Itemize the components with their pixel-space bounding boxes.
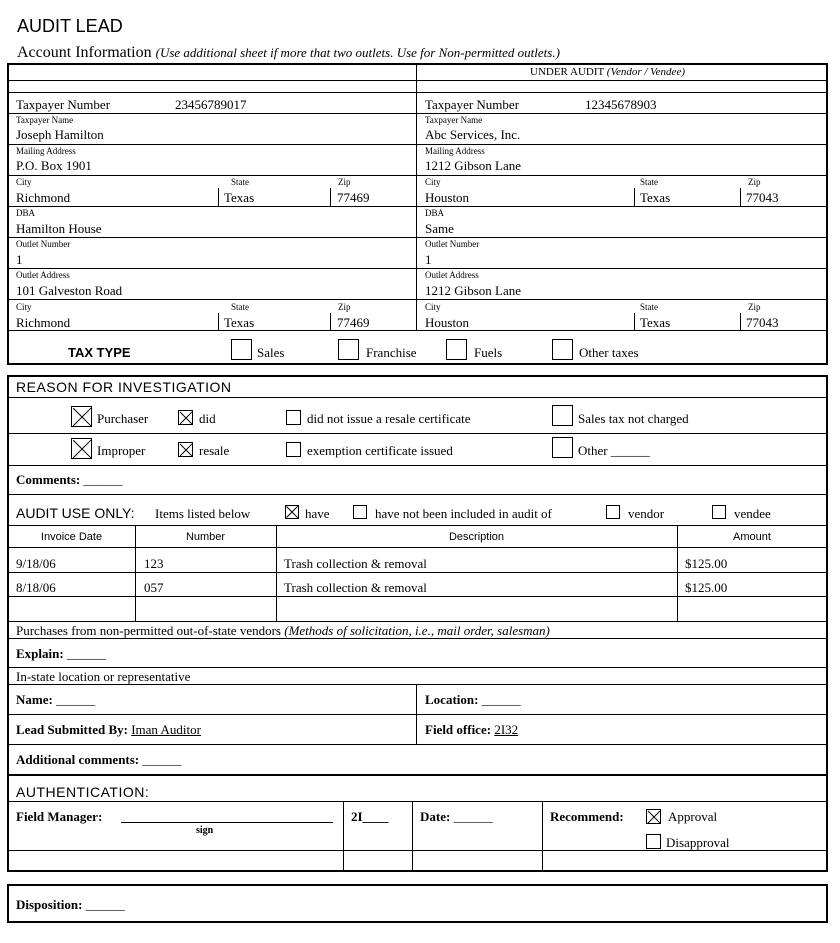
purchaser-label: Purchaser: [97, 411, 149, 426]
vendee-checkbox[interactable]: [712, 505, 726, 519]
sign-label: sign: [196, 825, 214, 836]
label-zip-2: Zip: [338, 302, 351, 312]
right-dba[interactable]: Same: [425, 221, 454, 236]
other-reason-label: Other ______: [578, 443, 650, 458]
name-row: Name: ______: [16, 692, 96, 707]
explain-row: Explain: ______: [16, 646, 106, 661]
left-taxpayer-name[interactable]: Joseph Hamilton: [16, 127, 104, 142]
label-city-r2: City: [425, 302, 441, 312]
additional-comments-row: Additional comments: ______: [16, 752, 182, 767]
code-field[interactable]: 2I____: [351, 809, 389, 824]
label-state-r2: State: [640, 302, 658, 312]
resale-checkbox[interactable]: [178, 442, 193, 457]
did-not-issue-label: did not issue a resale certificate: [307, 411, 471, 426]
label-dba: DBA: [16, 208, 36, 218]
did-not-issue-checkbox[interactable]: [286, 410, 301, 425]
reason-heading: REASON FOR INVESTIGATION: [16, 379, 232, 395]
right-state[interactable]: Texas: [640, 190, 671, 205]
disposition-section: [7, 884, 828, 923]
invoice-date-header: Invoice Date: [40, 531, 103, 543]
account-info-heading: Account Information (Use additional sheet if more that two outlets. Use for Non-permitted outlets.): [17, 44, 560, 61]
label-state: State: [231, 177, 249, 187]
approval-checkbox[interactable]: [646, 809, 661, 824]
label-mailing-address-r: Mailing Address: [425, 146, 485, 156]
tax-type-sales-label: Sales: [257, 345, 285, 360]
vendee-label: vendee: [734, 506, 771, 521]
location-row: Location: ______: [425, 692, 521, 707]
right-state-2[interactable]: Texas: [640, 315, 671, 330]
table-cell-amount: $125.00: [685, 556, 728, 571]
label-outlet-address: Outlet Address: [16, 270, 70, 280]
purchases-note: Purchases from non-permitted out-of-state vendors (Methods of solicitation, i.e., mail order, salesman): [16, 623, 550, 638]
description-header: Description: [448, 531, 505, 543]
label-taxpayer-number: Taxpayer Number: [16, 97, 111, 112]
have-checkbox[interactable]: [285, 505, 299, 519]
disapproval-checkbox[interactable]: [646, 834, 661, 849]
table-cell-date: 8/18/06: [16, 580, 56, 595]
label-taxpayer-name-r: Taxpayer Name: [425, 115, 483, 125]
field-office-row: Field office: 2I32: [425, 722, 519, 737]
label-state-r: State: [640, 177, 658, 187]
did-checkbox[interactable]: [178, 410, 193, 425]
right-zip-2[interactable]: 77043: [746, 315, 779, 330]
tax-type-franchise-checkbox[interactable]: [338, 339, 359, 360]
label-mailing-address: Mailing Address: [16, 146, 76, 156]
tax-type-fuels-checkbox[interactable]: [446, 339, 467, 360]
tax-type-sales-checkbox[interactable]: [231, 339, 252, 360]
right-city-2[interactable]: Houston: [425, 315, 470, 330]
tax-type-other-label: Other taxes: [579, 345, 639, 360]
left-city-2[interactable]: Richmond: [16, 315, 71, 330]
right-mailing-address[interactable]: 1212 Gibson Lane: [425, 158, 522, 173]
table-cell-description: Trash collection & removal: [284, 580, 427, 595]
page-title: AUDIT LEAD: [17, 16, 123, 36]
vendor-checkbox[interactable]: [606, 505, 620, 519]
resale-label: resale: [199, 443, 230, 458]
tax-type-label: TAX TYPE: [68, 345, 131, 360]
disapproval-label: Disapproval: [666, 835, 730, 850]
label-outlet-number-r: Outlet Number: [425, 239, 480, 249]
right-zip[interactable]: 77043: [746, 190, 779, 205]
label-zip-r2: Zip: [748, 302, 761, 312]
left-zip-2[interactable]: 77469: [337, 315, 370, 330]
table-cell-description: Trash collection & removal: [284, 556, 427, 571]
did-label: did: [199, 411, 216, 426]
signature-line[interactable]: [121, 822, 333, 823]
number-header: Number: [185, 531, 226, 543]
tax-type-other-checkbox[interactable]: [552, 339, 573, 360]
improper-label: Improper: [97, 443, 146, 458]
label-city-2: City: [16, 302, 32, 312]
recommend-label: Recommend:: [550, 809, 624, 824]
label-city-r: City: [425, 177, 441, 187]
right-taxpayer-number[interactable]: 12345678903: [585, 97, 657, 112]
audit-use-label: AUDIT USE ONLY:: [16, 505, 135, 521]
have-not-checkbox[interactable]: [353, 505, 367, 519]
sales-tax-not-charged-label: Sales tax not charged: [578, 411, 689, 426]
exemption-label: exemption certificate issued: [307, 443, 453, 458]
label-zip-r: Zip: [748, 177, 761, 187]
left-outlet-number[interactable]: 1: [16, 252, 23, 267]
table-cell-number: 057: [144, 580, 164, 595]
have-not-label: have not been included in audit of: [375, 506, 552, 521]
date-row: Date: ______: [420, 809, 493, 824]
left-zip[interactable]: 77469: [337, 190, 370, 205]
label-outlet-number: Outlet Number: [16, 239, 71, 249]
lead-submitted-row: Lead Submitted By: Iman Auditor: [16, 722, 201, 737]
label-city: City: [16, 177, 32, 187]
exemption-checkbox[interactable]: [286, 442, 301, 457]
label-state-2: State: [231, 302, 249, 312]
audit-items-label: Items listed below: [155, 506, 251, 521]
left-state[interactable]: Texas: [224, 190, 255, 205]
improper-checkbox[interactable]: [71, 438, 92, 459]
have-label: have: [305, 506, 330, 521]
amount-header: Amount: [733, 531, 771, 543]
label-dba-r: DBA: [425, 208, 445, 218]
left-taxpayer-number[interactable]: 23456789017: [175, 97, 247, 112]
left-dba[interactable]: Hamilton House: [16, 221, 102, 236]
under-audit-label: UNDER AUDIT (Vendor / Vendee): [530, 66, 685, 78]
label-zip: Zip: [338, 177, 351, 187]
vendor-label: vendor: [628, 506, 665, 521]
table-cell-amount: $125.00: [685, 580, 728, 595]
right-taxpayer-name[interactable]: Abc Services, Inc.: [425, 127, 521, 142]
label-taxpayer-number-r: Taxpayer Number: [425, 97, 520, 112]
left-outlet-address[interactable]: 101 Galveston Road: [16, 283, 123, 298]
label-taxpayer-name: Taxpayer Name: [16, 115, 74, 125]
left-state-2[interactable]: Texas: [224, 315, 255, 330]
authentication-heading: AUTHENTICATION:: [16, 784, 150, 800]
comments-row: Comments: ______: [16, 472, 123, 487]
approval-label: Approval: [668, 809, 718, 824]
right-city[interactable]: Houston: [425, 190, 470, 205]
tax-type-fuels-label: Fuels: [474, 345, 503, 360]
table-cell-date: 9/18/06: [16, 556, 56, 571]
right-outlet-number[interactable]: 1: [425, 252, 432, 267]
right-outlet-address[interactable]: 1212 Gibson Lane: [425, 283, 522, 298]
tax-type-franchise-label: Franchise: [366, 345, 417, 360]
label-outlet-address-r: Outlet Address: [425, 270, 479, 280]
field-manager-label: Field Manager:: [16, 809, 103, 824]
sales-tax-not-charged-checkbox[interactable]: [552, 405, 573, 426]
other-reason-checkbox[interactable]: [552, 437, 573, 458]
account-section: [7, 63, 828, 365]
purchaser-checkbox[interactable]: [71, 406, 92, 427]
table-cell-number: 123: [144, 556, 164, 571]
disposition-row: Disposition: ______: [16, 897, 125, 912]
left-mailing-address[interactable]: P.O. Box 1901: [16, 158, 92, 173]
in-state-label: In-state location or representative: [16, 669, 191, 684]
left-city[interactable]: Richmond: [16, 190, 71, 205]
